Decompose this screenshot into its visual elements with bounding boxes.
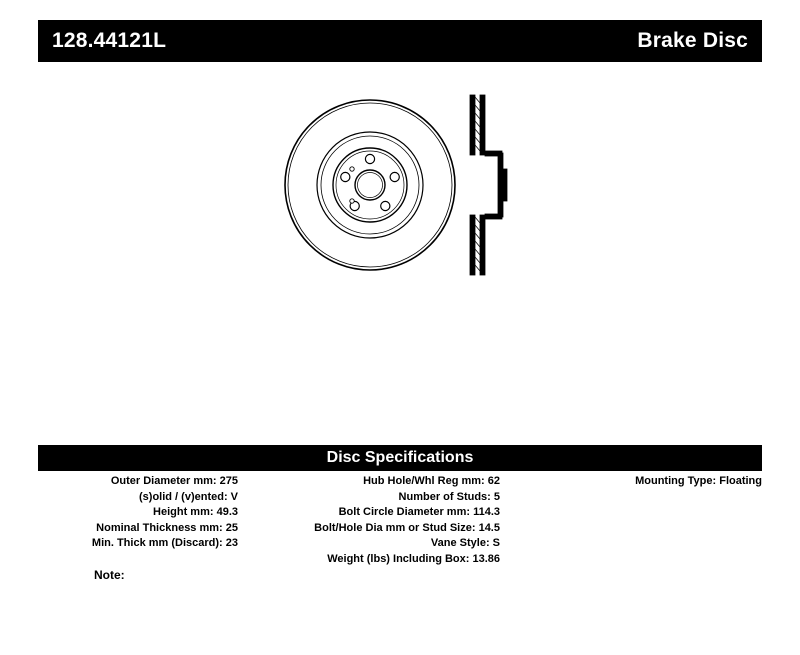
header-bar (38, 20, 762, 62)
spec-item: (s)olid / (v)ented: V (139, 490, 238, 503)
spec-column-left (38, 474, 238, 552)
note-label: Note: (94, 568, 125, 582)
spec-item: Number of Studs: 5 (398, 490, 500, 503)
page-title: Brake Disc (637, 29, 748, 52)
spec-item: Bolt/Hole Dia mm or Stud Size: 14.5 (314, 521, 500, 534)
spec-item: Hub Hole/Whl Reg mm: 62 (363, 475, 500, 487)
spec-item: Min. Thick mm (Discard): 23 (91, 537, 238, 549)
spec-item: Mounting Type: Floating (635, 475, 762, 487)
spec-item: Weight (lbs) Including Box: 13.86 (327, 552, 500, 565)
rotor-face-icon (285, 100, 455, 270)
part-number: 128.44121L (52, 29, 167, 52)
brake-disc-illustration (280, 85, 540, 285)
spec-item: Outer Diameter mm: 275 (110, 475, 238, 487)
spec-section-header (38, 445, 762, 471)
spec-columns (38, 474, 762, 584)
spec-item: Vane Style: S (430, 537, 500, 549)
spec-item: Height mm: 49.3 (153, 506, 238, 518)
spec-item: Bolt Circle Diameter mm: 114.3 (338, 506, 500, 518)
rotor-cross-section-icon (470, 95, 507, 275)
spec-section-title: Disc Specifications (326, 449, 474, 466)
spec-column-middle (250, 474, 500, 567)
spec-column-right (528, 474, 762, 490)
spec-item: Nominal Thickness mm: 25 (96, 521, 238, 534)
